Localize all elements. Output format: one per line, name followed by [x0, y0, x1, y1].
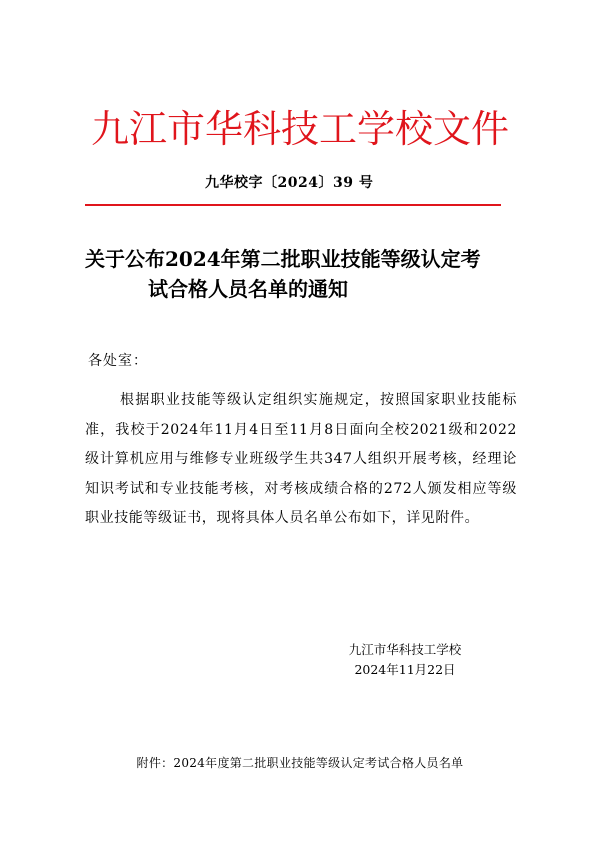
attachment-note: 附件：2024年度第二批职业技能等级认定考试合格人员名单 [136, 756, 464, 770]
signature-block [300, 640, 510, 680]
notice-subject [0, 244, 600, 304]
document-number: 九华校字〔2024〕39 号 [205, 175, 374, 191]
subject-line-1: 关于公布2024年第二批职业技能等级认定考 [85, 247, 481, 271]
document-header-title: 九江市华科技工学校文件 [90, 107, 509, 151]
body-paragraph: 根据职业技能等级认定组织实施规定，按照国家职业技能标准，我校于2024年11月4日至11月8日面向全校2021级和2022级计算机应用与维修专业班级学生共347人组织开展考核，经理论知识考试和专业技能考核，对考核成绩合格的272人颁发相应等级职业技能等级证书，现将具体人员名单公布如下，详见附件。 [85, 392, 517, 526]
salutation: 各处室： [88, 353, 148, 369]
signature-organization: 九江市华科技工学校 [348, 642, 462, 657]
red-divider-line [85, 204, 501, 206]
signature-date: 2024年11月22日 [354, 662, 456, 677]
subject-line-2: 试合格人员名单的通知 [148, 277, 348, 301]
